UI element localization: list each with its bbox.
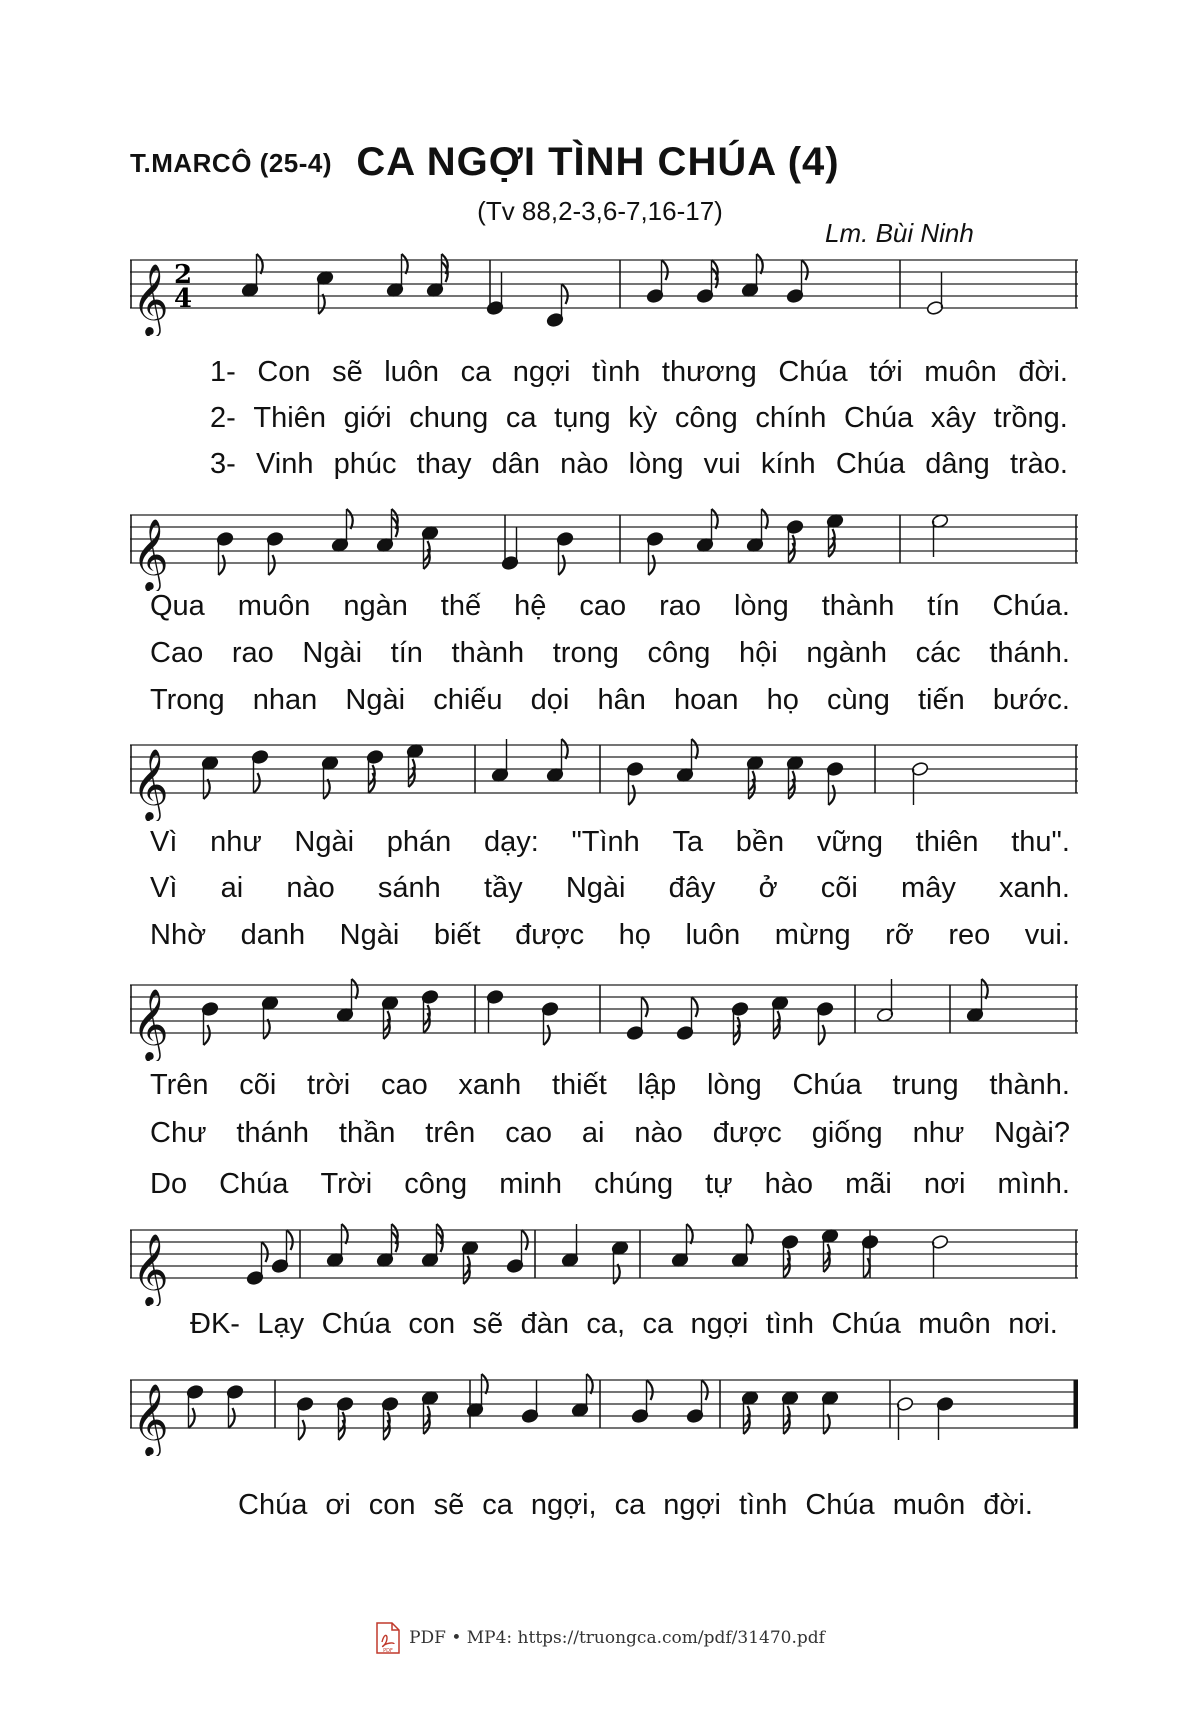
note-flag [687, 1224, 693, 1244]
staff-system-2 [130, 495, 1078, 591]
lyric-word: sẽ [433, 1488, 465, 1521]
lyric-word: đàn [520, 1307, 569, 1340]
lyric-word: thương [661, 355, 757, 388]
note-flag [544, 1025, 550, 1045]
music-notation [130, 1360, 1078, 1456]
staff-system-6 [130, 1360, 1078, 1456]
lyric-word: minh [499, 1167, 563, 1200]
lyric-word: Ngài [565, 871, 626, 904]
note-flag [647, 1380, 653, 1400]
lyric-word: hân [597, 683, 646, 716]
music-notation [130, 725, 1078, 821]
note-flag [829, 785, 835, 805]
lyric-word: muôn [918, 1307, 991, 1340]
lyric-word: cõi [239, 1068, 277, 1101]
lyric-word: Chúa [238, 1488, 308, 1521]
note-flag [287, 1230, 293, 1250]
lyric-word: ca [614, 1488, 646, 1521]
lyric-word: giới [343, 401, 392, 434]
lyric-word: được [712, 1116, 782, 1149]
note-flag [562, 284, 568, 304]
lyric-line [150, 1164, 1070, 1204]
lyric-word: ca [482, 1488, 513, 1521]
lyric-word: con [408, 1307, 456, 1340]
lyric-word: bước. [992, 683, 1070, 716]
lyric-word: Lạy [257, 1307, 305, 1340]
svg-text:PDF: PDF [383, 1648, 393, 1654]
lyric-word: trên [425, 1116, 476, 1149]
lyric-word: lòng [628, 447, 684, 480]
lyric-word: tự [705, 1167, 733, 1200]
lyric-word: ca [460, 355, 492, 388]
lyric-word: ngợi [690, 1307, 749, 1340]
lyric-word: chính [755, 401, 827, 434]
note-flag [692, 739, 698, 759]
lyric-word: Chúa [321, 1307, 391, 1340]
lyric-word: Trên [150, 1068, 209, 1101]
note-flag [254, 773, 260, 793]
note-flag [864, 1258, 870, 1278]
treble-clef-icon: 𝄞 [132, 1382, 169, 1455]
time-signature-top: 2 [174, 260, 193, 290]
lyric-word: thần [338, 1116, 396, 1149]
lyric-word: nào [560, 447, 609, 480]
lyric-word: hoan [673, 683, 739, 716]
lyric-word: hệ [514, 589, 547, 622]
lyric-word: tình [738, 1488, 788, 1521]
lyric-word: thành. [989, 1068, 1070, 1101]
staff-system-1 [130, 240, 1078, 336]
note-flag [299, 1420, 305, 1440]
note-flag [757, 254, 763, 274]
lyric-word: muôn [924, 355, 997, 388]
lyric-word: 1- [210, 355, 236, 388]
lyric-word: nơi [923, 1167, 966, 1200]
lyric-word: trồng. [993, 401, 1068, 434]
lyric-word: Ngài [345, 683, 406, 716]
lyric-word: ngàn [343, 589, 408, 622]
lyric-word: Con [257, 355, 311, 388]
lyric-word: tầy [483, 871, 523, 904]
lyric-word: tín [390, 636, 423, 669]
lyric-word: Ngài [294, 825, 355, 858]
note-flag [324, 779, 330, 799]
lyric-word: Nhờ [150, 918, 207, 951]
song-title [0, 140, 1200, 185]
note-flag [229, 1408, 235, 1428]
lyric-word: Chúa [831, 1307, 901, 1340]
lyric-word: luôn [685, 918, 741, 951]
psalm-reference: (Tv 88,2-3,6-7,16-17) [477, 196, 723, 226]
lyric-word: đời. [983, 1488, 1033, 1521]
lyric-word: Trời [320, 1167, 373, 1200]
lyric-word: đây [668, 871, 716, 904]
lyric-word: Thiên [253, 401, 326, 434]
note-flag [819, 1025, 825, 1045]
lyric-word: trào. [1009, 447, 1068, 480]
lyric-word: như [912, 1116, 965, 1149]
lyric-word: ĐK- [190, 1307, 240, 1340]
lyric-word: công [404, 1167, 468, 1200]
lyric-word: muôn [892, 1488, 966, 1521]
lyric-line [150, 915, 1070, 955]
lyric-word: cõi [820, 871, 858, 904]
lyric-word: sẽ [332, 355, 363, 388]
pdf-file-icon [375, 1622, 401, 1654]
lyric-word: họ [618, 918, 651, 951]
lyric-word: cao [579, 589, 627, 622]
note-flag [662, 260, 668, 280]
lyric-word: ca [505, 401, 537, 434]
note-flag [402, 254, 408, 274]
lyric-word: thu". [1011, 825, 1070, 858]
lyric-word: chung [409, 401, 489, 434]
lyric-word: mừng [774, 918, 851, 951]
lyric-word: Chúa. [992, 589, 1070, 622]
lyric-line [210, 398, 1068, 438]
lyric-word: các [915, 636, 961, 669]
lyric-word: lập [637, 1068, 677, 1101]
lyric-word: xanh [458, 1068, 522, 1101]
occasion-label: T.MARCÔ (25-4) [130, 148, 333, 178]
lyric-word: ai [220, 871, 244, 904]
lyric-word: thánh [236, 1116, 309, 1149]
lyric-word: thế [440, 589, 482, 622]
lyric-word: kính [760, 447, 816, 480]
note-flag [262, 1242, 268, 1262]
lyric-word: tình [592, 355, 641, 388]
lyric-word: Ngài? [994, 1116, 1070, 1149]
lyric-word: biết [433, 918, 481, 951]
lyric-word: Vinh [255, 447, 314, 480]
lyric-line [150, 868, 1070, 908]
lyric-line [150, 822, 1070, 862]
note-flag [342, 1224, 348, 1244]
lyric-word: reo [948, 918, 991, 951]
note-flag [587, 1374, 593, 1394]
lyric-word: Chúa [843, 401, 914, 434]
lyric-word: Ta [672, 825, 704, 858]
treble-clef-icon: 𝄞 [132, 517, 169, 590]
lyric-line [150, 1113, 1070, 1153]
lyric-word: lòng [706, 1068, 762, 1101]
note-flag [347, 509, 353, 529]
lyric-word: thiết [552, 1068, 607, 1101]
lyric-word: ca, [586, 1307, 626, 1340]
note-flag [219, 555, 225, 575]
note-flag [482, 1374, 488, 1394]
lyric-word: như [210, 825, 262, 858]
lyric-line [238, 1485, 1033, 1525]
lyric-word: thay [416, 447, 472, 480]
lyric-word: ơi [325, 1488, 351, 1521]
note-flag [204, 779, 210, 799]
lyric-line [150, 680, 1070, 720]
lyric-word: vui [703, 447, 741, 480]
note-flag [522, 1230, 528, 1250]
lyric-word: ngợi [512, 355, 571, 388]
lyric-word: hội [738, 636, 778, 669]
lyric-word: Vì [150, 825, 178, 858]
music-notation [130, 495, 1078, 591]
lyric-word: ngợi [663, 1488, 721, 1521]
lyric-word: vui. [1024, 918, 1070, 951]
note-flag [712, 509, 718, 529]
lyric-word: Cao [150, 636, 204, 669]
lyric-word: nào [286, 871, 335, 904]
lyric-word: tới [869, 355, 903, 388]
footer-link[interactable] [0, 1618, 1200, 1658]
note-flag [257, 254, 263, 274]
lyric-line [150, 633, 1070, 673]
lyric-word: họ [766, 683, 799, 716]
lyric-line [190, 1304, 1058, 1344]
lyric-word: hào [764, 1167, 814, 1200]
lyric-word: ai [581, 1116, 605, 1149]
lyric-line [150, 1065, 1070, 1105]
lyric-word: Chúa [805, 1488, 875, 1521]
lyric-word: nơi. [1008, 1307, 1058, 1340]
lyric-word: Vì [150, 871, 178, 904]
lyric-word: dân [491, 447, 540, 480]
lyric-line [150, 586, 1070, 626]
lyric-word: cùng [826, 683, 890, 716]
music-notation [130, 240, 1078, 336]
note-flag [982, 979, 988, 999]
note-flag [204, 1025, 210, 1045]
note-flag [352, 979, 358, 999]
lyric-word: mãi [845, 1167, 892, 1200]
lyric-word: Ngài [339, 918, 400, 951]
lyric-line [210, 352, 1068, 392]
lyric-word: Chúa [778, 355, 848, 388]
song-title-text: CA NGỢI TÌNH CHÚA (4) [356, 140, 840, 184]
lyric-word: chúng [594, 1167, 674, 1200]
lyric-word: sánh [377, 871, 441, 904]
lyric-word: Chư [150, 1116, 207, 1149]
lyric-word: giống [811, 1116, 883, 1149]
lyric-word: dọi [530, 683, 570, 716]
lyric-word: thiên [915, 825, 979, 858]
lyric-word: thành [451, 636, 525, 669]
note-flag [642, 997, 648, 1017]
lyric-word: muôn [237, 589, 311, 622]
lyric-word: tụng [554, 401, 611, 434]
lyric-word: Chúa [835, 447, 906, 480]
lyric-word: 3- [210, 447, 236, 480]
lyric-word: thánh. [989, 636, 1070, 669]
staff-system-3 [130, 725, 1078, 821]
note-flag [802, 260, 808, 280]
lyric-word: Chúa [219, 1167, 289, 1200]
lyric-word: 2- [210, 401, 236, 434]
lyric-word: rỡ [885, 918, 914, 951]
lyric-word: luôn [384, 355, 440, 388]
lyric-word: đời. [1018, 355, 1068, 388]
lyric-word: phán [386, 825, 452, 858]
lyric-word: Qua [150, 589, 205, 622]
treble-clef-icon: 𝄞 [132, 747, 169, 820]
lyric-word: sẽ [472, 1307, 504, 1340]
lyric-word: "Tình [571, 825, 640, 858]
lyric-word: bền [735, 825, 785, 858]
note-flag [319, 294, 325, 314]
lyric-word: dâng [925, 447, 990, 480]
lyric-line [210, 444, 1068, 484]
note-flag [189, 1408, 195, 1428]
note-flag [649, 555, 655, 575]
lyric-word: ca [642, 1307, 674, 1340]
note-flag [269, 555, 275, 575]
lyric-word: dạy: [483, 825, 539, 858]
lyric-word: mình. [997, 1167, 1070, 1200]
lyric-word: được [515, 918, 585, 951]
lyric-word: xây [930, 401, 977, 434]
treble-clef-icon: 𝄞 [132, 262, 169, 335]
lyric-word: Ngài [302, 636, 363, 669]
note-flag [824, 1414, 830, 1434]
lyric-word: Chúa [792, 1068, 862, 1101]
lyric-word: ngợi, [530, 1488, 597, 1521]
lyric-word: Do [150, 1167, 188, 1200]
lyric-word: ở [758, 871, 778, 904]
lyric-word: trung [892, 1068, 959, 1101]
lyric-word: rao [231, 636, 274, 669]
lyric-word: vững [816, 825, 883, 858]
music-notation [130, 1210, 1078, 1306]
note-flag [264, 1019, 270, 1039]
lyric-word: chiếu [433, 683, 503, 716]
lyric-word: nhan [252, 683, 318, 716]
note-flag [762, 509, 768, 529]
note-flag [702, 1380, 708, 1400]
treble-clef-icon: 𝄞 [132, 1232, 169, 1305]
note-flag [559, 555, 565, 575]
lyric-word: tình [765, 1307, 815, 1340]
note-flag [692, 997, 698, 1017]
lyric-word: nào [634, 1116, 683, 1149]
lyric-word: mây [901, 871, 956, 904]
lyric-word: kỳ [628, 401, 658, 434]
lyric-word: thành [821, 589, 895, 622]
lyric-word: danh [240, 918, 306, 951]
lyric-word: công [674, 401, 738, 434]
note-flag [747, 1224, 753, 1244]
lyric-word: trời [307, 1068, 351, 1101]
lyric-word: con [368, 1488, 416, 1521]
lyric-word: phúc [333, 447, 397, 480]
lyric-word: rao [659, 589, 701, 622]
footer-text: PDF • MP4: https://truongca.com/pdf/31470.pdf [409, 1628, 825, 1648]
lyric-word: xanh. [999, 871, 1070, 904]
time-signature-bottom: 4 [174, 284, 193, 314]
composer-name: Lm. Bùi Ninh [825, 218, 974, 248]
treble-clef-icon: 𝄞 [132, 987, 169, 1060]
staff-system-5 [130, 1210, 1078, 1306]
lyric-word: cao [380, 1068, 428, 1101]
lyric-word: Trong [150, 683, 225, 716]
lyric-word: lòng [733, 589, 789, 622]
lyric-word: tiến [917, 683, 965, 716]
lyric-word: ngành [806, 636, 887, 669]
lyric-word: tín [927, 589, 960, 622]
lyric-word: cao [505, 1116, 552, 1149]
note-flag [629, 785, 635, 805]
lyric-word: công [647, 636, 711, 669]
note-flag [614, 1264, 620, 1284]
lyric-word: trong [552, 636, 619, 669]
staff-system-4 [130, 965, 1078, 1061]
note-flag [562, 739, 568, 759]
music-notation [130, 965, 1078, 1061]
